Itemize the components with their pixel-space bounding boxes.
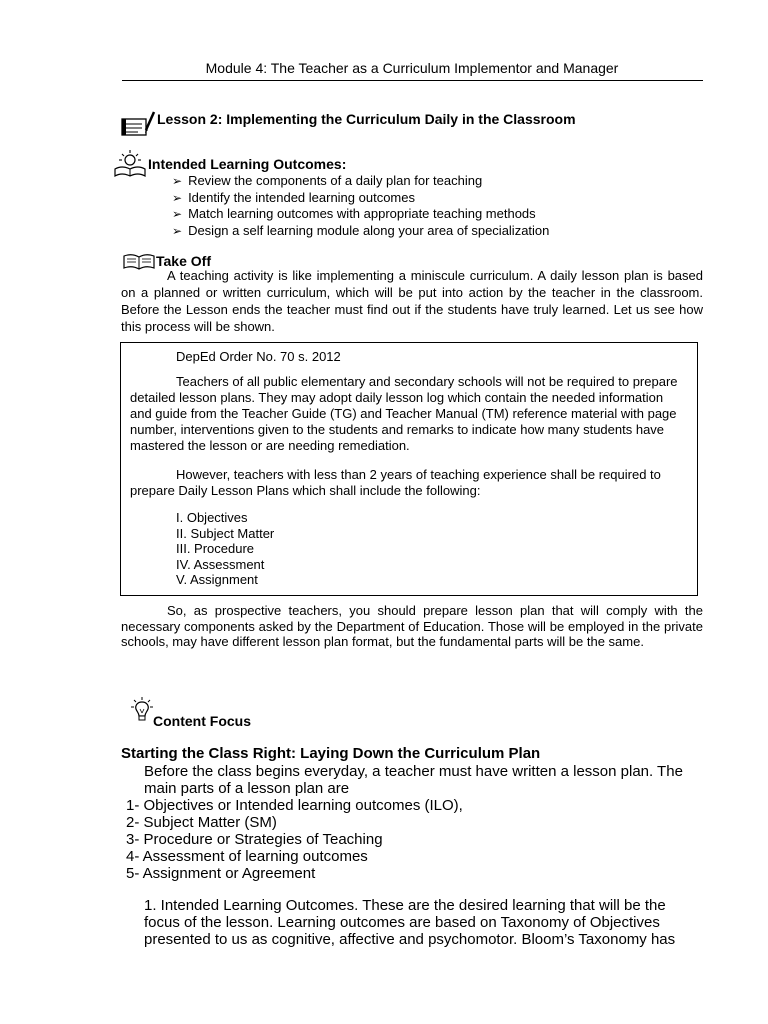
list-item: 2- Subject Matter (SM) <box>126 814 277 831</box>
list-item: 1- Objectives or Intended learning outcomes (ILO), <box>126 797 463 814</box>
notebook-pencil-icon <box>120 110 156 138</box>
content-focus-title: Content Focus <box>153 713 251 729</box>
deped-paragraph-2: However, teachers with less than 2 years of teaching experience shall be required to prepare Daily Lesson Plans which shall include the following: <box>130 467 661 498</box>
list-item: 3- Procedure or Strategies of Teaching <box>126 831 383 848</box>
list-item: ➢ Review the components of a daily plan for teaching <box>172 173 549 190</box>
header-divider <box>122 80 703 81</box>
list-item: I. Objectives <box>176 510 248 525</box>
list-item: 4- Assessment of learning outcomes <box>126 848 368 865</box>
list-item: ➢ Identify the intended learning outcomes <box>172 190 549 207</box>
lesson-plan-intro-line-1: Before the class begins everyday, a teacher must have written a lesson plan. The <box>144 763 683 780</box>
list-item: IV. Assessment <box>176 556 265 572</box>
list-item: II. Subject Matter <box>176 525 275 541</box>
list-item: ➢ Match learning outcomes with appropriate teaching methods <box>172 206 549 223</box>
lesson-plan-intro-line-2: main parts of a lesson plan are <box>144 780 350 797</box>
lesson-title: Lesson 2: Implementing the Curriculum Daily in the Classroom <box>157 111 576 127</box>
section-title: Starting the Class Right: Laying Down the Curriculum Plan <box>121 745 541 762</box>
lightbulb-icon <box>130 697 154 723</box>
ilo-paragraph: 1. Intended Learning Outcomes. These are the desired learning that will be the focus of the lesson. Learning outcomes are based on Taxonomy of Objectives presented to us as cognitive, affective and psychomotor. Bloom’s Taxonomy has <box>144 897 676 948</box>
list-item: ➢ Design a self learning module along your area of specialization <box>172 223 549 240</box>
prospective-teachers-paragraph: So, as prospective teachers, you should prepare lesson plan that will comply with the necessary components asked by the Department of Education. Those will be employed in the private schools, may have different lesson plan format, but the fundamental parts will be the same. <box>121 603 703 649</box>
sun-book-icon <box>113 149 147 179</box>
intended-outcomes-title: Intended Learning Outcomes: <box>148 156 347 172</box>
outcomes-list <box>172 173 549 239</box>
deped-order-title: DepEd Order No. 70 s. 2012 <box>176 349 341 364</box>
deped-order-box <box>120 342 698 596</box>
list-item: 5- Assignment or Agreement <box>126 865 316 882</box>
take-off-title: Take Off <box>156 253 211 269</box>
list-item: V. Assignment <box>176 572 258 587</box>
deped-requirements-list <box>176 510 274 588</box>
deped-paragraph-1: Teachers of all public elementary and secondary schools will not be required to prepare detailed lesson plans. They may adopt daily lesson log which contain the needed information and guide from the Teacher Guide (TG) and Teacher Manual (TM) reference material with page number, interventions given to the students and remarks to indicate how many students have mastered the lesson or are needing remediation. <box>130 374 678 453</box>
list-item: III. Procedure <box>176 541 255 556</box>
take-off-paragraph: A teaching activity is like implementing a miniscule curriculum. A daily lesson plan is based on a planned or written curriculum, which will be put into action by the teacher in the classroom. Before the Lesson ends the teacher must find out if the students have truly learned. Let us see how this process will be shown. <box>121 268 703 334</box>
lesson-plan-parts-list <box>126 797 463 882</box>
page-header-title: Module 4: The Teacher as a Curriculum Implementor and Manager <box>205 60 619 76</box>
